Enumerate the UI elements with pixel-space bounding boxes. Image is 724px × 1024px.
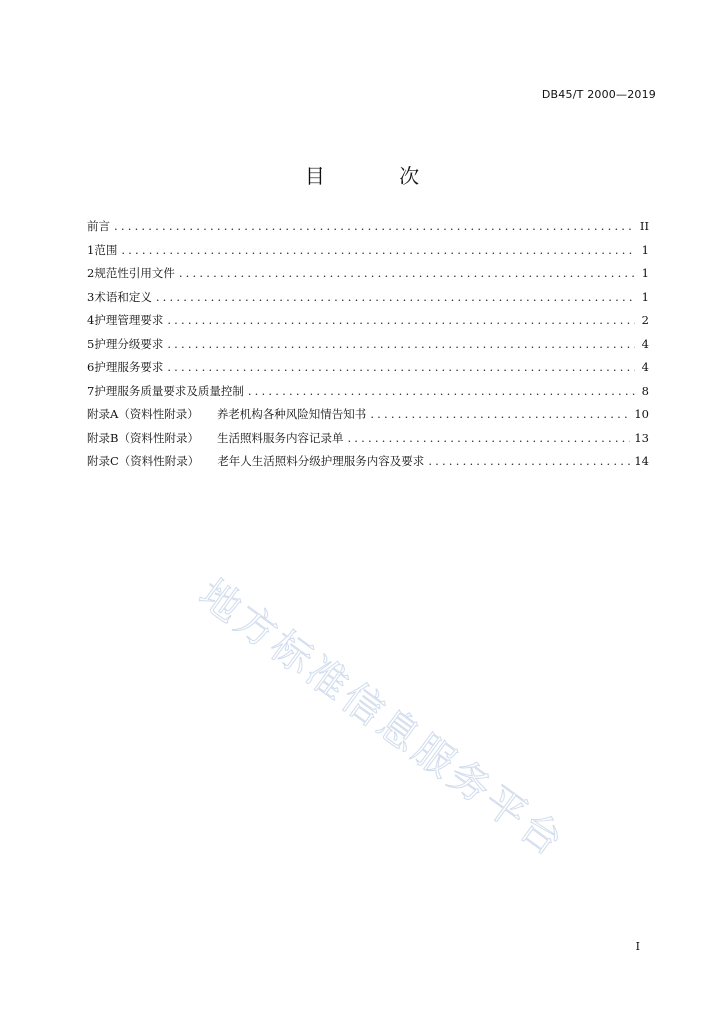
toc-entry-1[interactable]: [87, 242, 649, 266]
toc-entry-number: 4: [87, 313, 95, 327]
toc-entry-appendix-a[interactable]: [87, 406, 649, 430]
toc-entry-label: 附录A（资料性附录）: [87, 407, 199, 421]
toc-entry-7[interactable]: [87, 383, 649, 407]
toc-entry-page: 1: [641, 289, 649, 304]
toc-entry-number: 1: [87, 242, 95, 257]
toc-leader-dots: [114, 219, 635, 233]
page-number: I: [635, 940, 640, 953]
toc-entry-number: 5: [87, 336, 95, 351]
toc-entry-appendix-b[interactable]: [87, 430, 649, 454]
toc-entry-label: 附录B（资料性附录）: [87, 430, 199, 445]
toc-entry-label: 前言: [87, 219, 110, 233]
toc-leader-dots: [370, 407, 630, 421]
toc-entry-page: 4: [641, 336, 649, 351]
toc-entry-page: 2: [641, 313, 649, 327]
toc-entry-page: II: [639, 219, 649, 233]
toc-entry-2[interactable]: [87, 265, 649, 289]
table-of-contents: [87, 218, 649, 477]
toc-entry-page: 4: [641, 360, 649, 374]
toc-leader-dots: [121, 243, 635, 257]
toc-entry-4[interactable]: [87, 312, 649, 336]
toc-entry-label: 规范性引用文件: [94, 266, 175, 280]
toc-leader-dots: [347, 431, 630, 445]
watermark: 地方标准信息服务平台: [190, 570, 574, 867]
toc-entry-number: 3: [87, 289, 95, 304]
page-title: 目 次: [304, 164, 454, 188]
toc-entry-number: 7: [87, 383, 95, 398]
toc-entry-label: 护理服务质量要求及质量控制: [94, 383, 244, 398]
toc-entry-page: 14: [634, 454, 649, 468]
toc-entry-label: 附录C（资料性附录）: [87, 454, 200, 468]
toc-entry-label: 护理分级要求: [94, 336, 164, 351]
toc-entry-3[interactable]: [87, 289, 649, 313]
toc-leader-dots: [428, 454, 630, 468]
toc-leader-dots: [167, 337, 635, 351]
toc-entry-6[interactable]: [87, 359, 649, 383]
toc-entry-label: 护理服务要求: [94, 360, 164, 374]
toc-entry-appendix-c[interactable]: [87, 453, 649, 477]
toc-leader-dots: [156, 290, 635, 304]
toc-entry-number: 2: [87, 266, 95, 280]
toc-entry-number: 6: [87, 360, 95, 374]
toc-leader-dots: [167, 313, 635, 327]
toc-entry-label: 术语和定义: [94, 289, 152, 304]
toc-entry-5[interactable]: [87, 336, 649, 360]
toc-entry-subtitle: 养老机构各种风险知情告知书: [216, 407, 367, 421]
toc-leader-dots: [248, 384, 635, 398]
toc-entry-page: 8: [641, 383, 649, 398]
document-code: DB45/T 2000—2019: [541, 88, 656, 101]
toc-entry-page: 10: [634, 407, 649, 421]
toc-entry-label: 范围: [94, 242, 118, 257]
toc-leader-dots: [179, 266, 635, 280]
toc-entry-page: 1: [641, 242, 649, 257]
toc-entry-label: 护理管理要求: [94, 313, 164, 327]
toc-entry-foreword[interactable]: [87, 218, 649, 242]
toc-entry-subtitle: 生活照料服务内容记录单: [216, 430, 344, 445]
toc-entry-page: 1: [641, 266, 649, 280]
toc-entry-subtitle: 老年人生活照料分级护理服务内容及要求: [217, 454, 425, 468]
toc-entry-page: 13: [634, 430, 649, 445]
toc-leader-dots: [167, 360, 635, 374]
